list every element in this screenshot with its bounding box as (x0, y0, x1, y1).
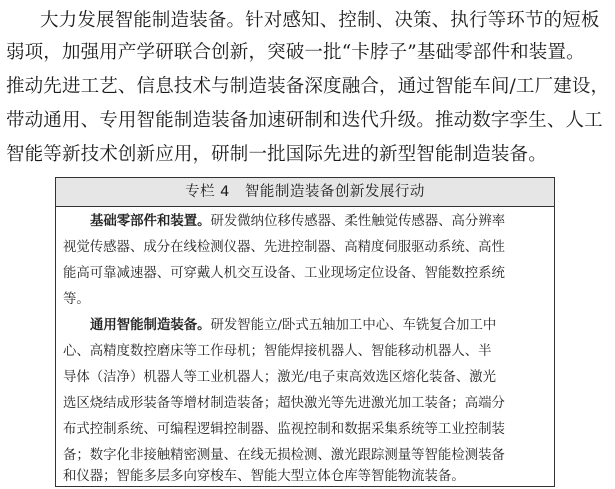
intro-line: 推动先进工艺、信息技术与制造装备深度融合，通过智能车间/工厂建设， (6, 76, 610, 97)
paragraph-text: 研发智能立/卧式五轴加工中心、车铣复合加工中 (210, 318, 497, 333)
paragraph-line: 和仪器；智能多层多向穿梭车、智能大型立体仓库等智能物流装备。 (63, 469, 465, 484)
column-box (55, 177, 555, 487)
paragraph-line: 导体（洁净）机器人等工业机器人；激光/电子束高效选区熔化装备、激光 (63, 370, 497, 385)
paragraph-text: 研发微纳位移传感器、柔性触觉传感器、高分辨率 (210, 214, 506, 229)
paragraph-first-line (90, 313, 496, 338)
intro-line: 带动通用、专用智能制造装备加速研制和迭代升级。推动数字孪生、人工 (6, 110, 603, 131)
paragraph-line: 心、高精度数控磨床等工作母机；智能焊接机器人、智能移动机器人、半 (63, 344, 492, 359)
intro-line: 大力发展智能制造装备。针对感知、控制、决策、执行等环节的短板 (40, 10, 600, 31)
intro-line: 弱项，加强用产学研联合创新，突破一批“卡脖子”基础零部件和装置。 (6, 42, 585, 63)
paragraph-line: 视觉传感器、成分在线检测仪器、先进控制器、高精度伺服驱动系统、高性 (63, 240, 505, 255)
intro-line: 智能等新技术创新应用，研制一批国际先进的新型智能制造装备。 (6, 144, 547, 165)
paragraph-heading: 通用智能制造装备。 (90, 318, 211, 333)
paragraph-line: 备；数字化非接触精密测量、在线无损检测、激光跟踪测量等智能检测装备 (63, 448, 505, 463)
paragraph-line: 布式控制系统、可编程逻辑控制器、监视控制和数据采集系统等工业控制装 (63, 422, 505, 437)
paragraph-line: 能高可靠减速器、可穿戴人机交互设备、工业现场定位设备、智能数控系统 (63, 266, 505, 281)
paragraph-heading: 基础零部件和装置。 (90, 214, 211, 229)
column-title: 专栏 4 智能制造装备创新发展行动 (56, 178, 554, 207)
paragraph-line: 选区烧结成形装备等增材制造装备；超快激光等先进激光加工装备；高端分 (63, 396, 505, 411)
paragraph-first-line (90, 209, 505, 234)
paragraph-line: 等。 (63, 292, 90, 307)
